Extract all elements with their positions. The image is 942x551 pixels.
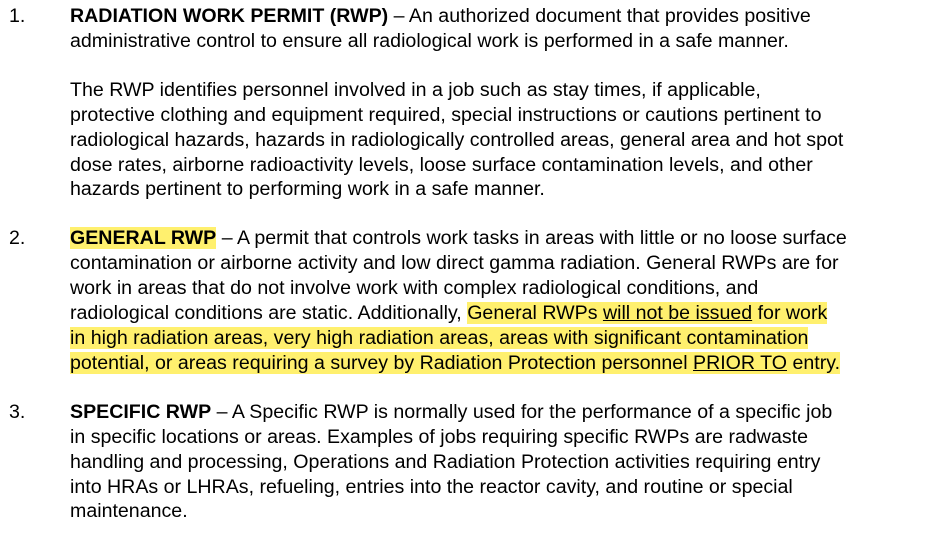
explanation-paragraph [70, 78, 942, 203]
plain-text: radiological conditions are static. Additionally, [70, 302, 468, 325]
list-item-rwp [0, 4, 942, 202]
item-number: 2. [9, 227, 26, 250]
text-line: hazards pertinent to performing work in a safe manner. [70, 178, 545, 201]
text-line: work in areas that do not involve work with complex radiological conditions, and [70, 277, 759, 300]
underlined-emphasis: will not be issued [602, 302, 753, 325]
text-line: contamination or airborne activity and low direct gamma radiation. General RWPs are for [70, 252, 839, 275]
text-line: maintenance. [70, 500, 188, 523]
highlighted-segment: General RWPs [467, 302, 603, 325]
text-line: protective clothing and equipment required, special instructions or cautions pertinent to [70, 103, 822, 126]
text-line [70, 301, 942, 326]
text-line [70, 4, 942, 29]
highlighted-text [70, 352, 840, 374]
document-body [0, 4, 942, 524]
highlighted-segment: for work [752, 302, 828, 325]
list-item-general-rwp [0, 226, 942, 375]
item-number: 3. [9, 400, 26, 423]
highlighted-text [467, 302, 827, 324]
underlined-emphasis: PRIOR TO [693, 351, 788, 374]
text-line [70, 326, 942, 351]
text-line: administrative control to ensure all radiological work is performed in a safe manner. [70, 29, 789, 52]
text-line [70, 400, 942, 425]
defined-term-highlighted: GENERAL RWP [70, 227, 217, 250]
defined-term: RADIATION WORK PERMIT (RWP) [70, 5, 389, 27]
definition-text: – A Specific RWP is normally used for the performance of a specific job [211, 400, 833, 423]
item-number: 1. [9, 5, 26, 27]
definition-text: – An authorized document that provides positive [388, 5, 811, 27]
text-line: radiological hazards, hazards in radiologically controlled areas, general area and hot spot [70, 128, 844, 151]
text-line: in specific locations or areas. Examples of jobs requiring specific RWPs are radwaste [70, 425, 808, 448]
highlighted-text: in high radiation areas, very high radiation areas, areas with significant contamination [70, 326, 809, 349]
definition-paragraph [70, 226, 942, 375]
text-line [70, 226, 942, 251]
defined-term: SPECIFIC RWP [70, 400, 212, 423]
highlighted-segment: entry. [787, 351, 841, 374]
list-item-specific-rwp [0, 400, 942, 525]
definition-text: – A permit that controls work tasks in areas with little or no loose surface [216, 227, 847, 250]
text-line [70, 351, 942, 376]
text-line: handling and processing, Operations and Radiation Protection activities requiring entry [70, 450, 821, 473]
definition-paragraph [70, 4, 942, 54]
text-line: dose rates, airborne radioactivity levels, loose surface contamination levels, and other [70, 153, 813, 176]
text-line: into HRAs or LHRAs, refueling, entries into the reactor cavity, and routine or special [70, 475, 793, 498]
definition-paragraph [70, 400, 942, 525]
highlighted-segment: potential, or areas requiring a survey by Radiation Protection personnel [70, 351, 694, 374]
text-line: The RWP identifies personnel involved in a job such as stay times, if applicable, [70, 78, 761, 101]
